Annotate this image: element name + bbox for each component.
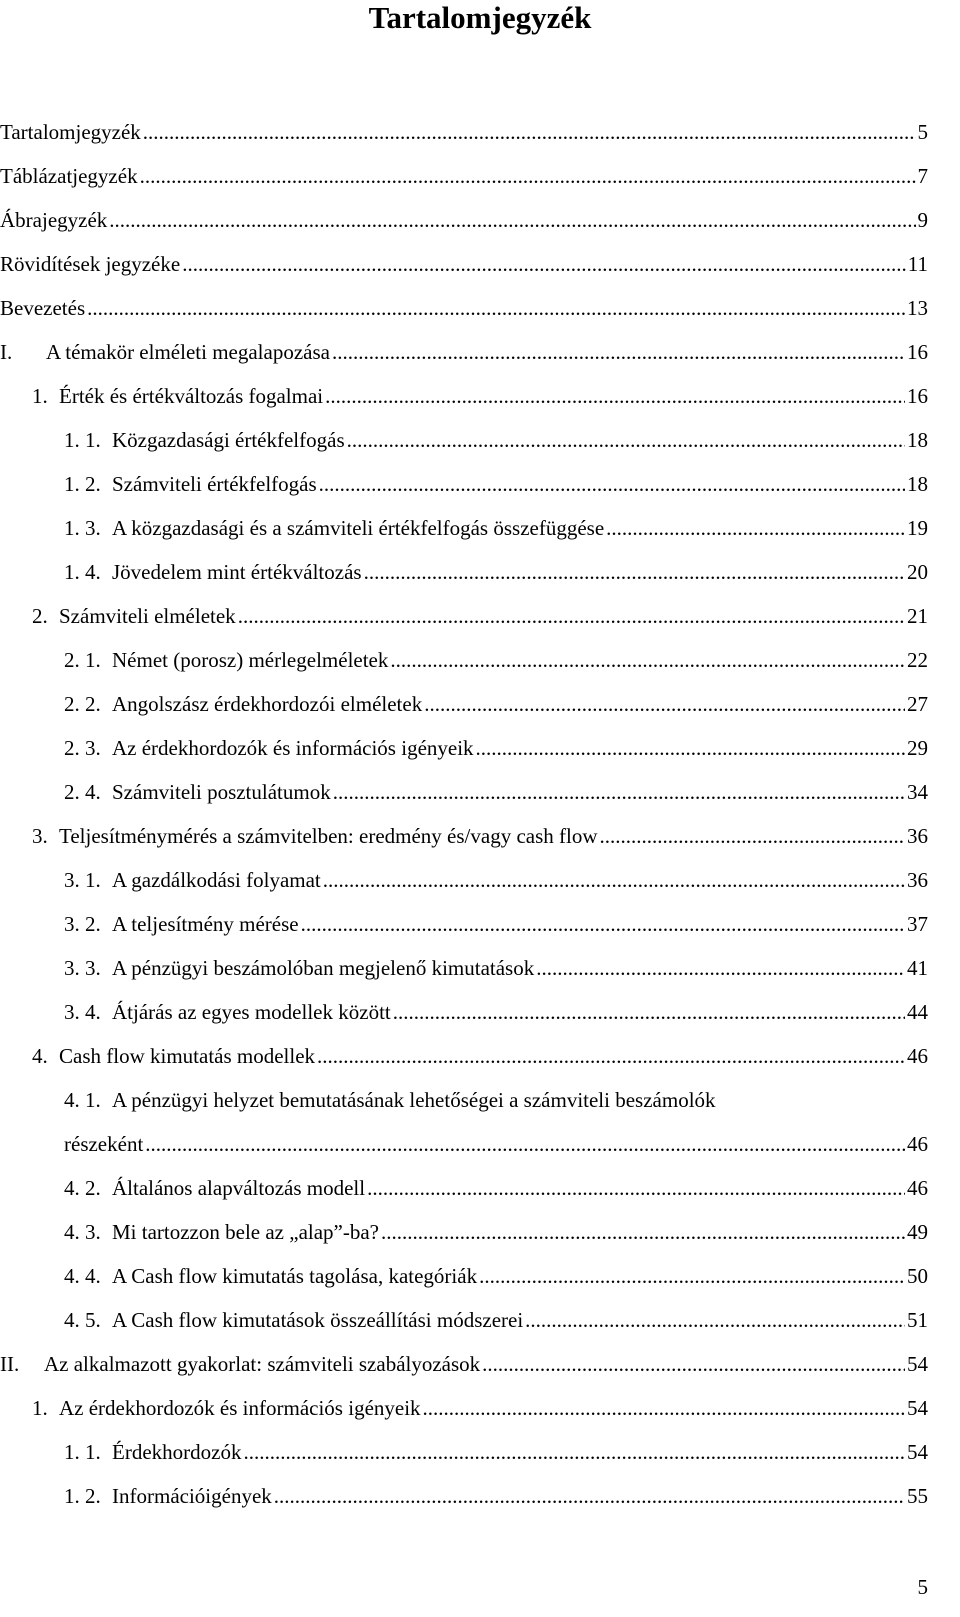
toc-leader-dots [325,374,905,418]
toc-entry-title: Az érdekhordozók és információs igényeik [112,736,474,760]
toc-entry-number: II. [0,1352,20,1376]
toc-entry-title: Rövidítések jegyzéke [0,252,181,276]
toc-entry-title: Általános alapváltozás modell [112,1176,366,1200]
toc-entry[interactable] [0,286,928,330]
toc-leader-dots [333,770,905,814]
toc-entry-number: 1. 1. [64,1440,101,1464]
toc-leader-dots [482,1342,905,1386]
toc-entry-title: Teljesítménymérés a számvitelben: eredmény és/vagy cash flow [59,824,598,848]
toc-entry-page: 46 [907,1044,928,1068]
toc-leader-dots [301,902,905,946]
toc-entry-title: Érdekhordozók [112,1440,242,1464]
toc-entry-title: Számviteli posztulátumok [112,780,331,804]
toc-entry-title: A teljesítmény mérése [112,912,299,936]
toc-entry[interactable] [0,198,928,242]
toc-entry-page: 46 [907,1132,928,1156]
toc-entry-title: Cash flow kimutatás modellek [59,1044,316,1068]
toc-entry-number: 2. [32,604,48,628]
toc-entry-page: 54 [907,1440,928,1464]
toc-entry-page: 21 [907,604,928,628]
toc-entry[interactable] [64,902,928,946]
toc-entry-number: 4. [32,1044,48,1068]
toc-entry[interactable] [64,1430,928,1474]
toc-leader-dots [476,726,905,770]
toc-entry[interactable] [0,110,928,154]
toc-entry[interactable] [64,682,928,726]
toc-entry-number: 2. 2. [64,692,101,716]
toc-entry-page: 9 [917,208,928,232]
toc-leader-dots [424,682,905,726]
toc-entry-number: 2. 1. [64,648,101,672]
toc-entry[interactable] [64,1210,928,1254]
toc-leader-dots [323,858,905,902]
toc-entry[interactable] [0,154,928,198]
toc-entry-page: 55 [907,1484,928,1508]
toc-entry-page: 29 [907,736,928,760]
toc-entry[interactable] [64,462,928,506]
toc-entry-page: 49 [907,1220,928,1244]
toc-entry-page: 27 [907,692,928,716]
toc-entry-page: 19 [907,516,928,540]
toc-leader-dots [274,1474,905,1518]
page-title: Tartalomjegyzék [368,0,592,35]
toc-entry-title: A pénzügyi helyzet bemutatásának lehetőségei a számviteli beszámolók [112,1088,716,1112]
toc-leader-dots [390,638,905,682]
toc-entry-number: 4. 4. [64,1264,101,1288]
toc-entry-title: A közgazdasági és a számviteli értékfelfogás összefüggése [112,516,605,540]
toc-entry[interactable] [0,1342,928,1386]
toc-entry[interactable] [32,1386,928,1430]
toc-leader-dots [182,242,906,286]
toc-leader-dots [109,198,915,242]
toc-entry[interactable] [64,770,928,814]
toc-entry[interactable] [64,990,928,1034]
toc-entry-page: 5 [917,120,928,144]
toc-entry[interactable] [64,638,928,682]
toc-entry-title: Német (porosz) mérlegelméletek [112,648,389,672]
toc-entry-page: 34 [907,780,928,804]
toc-entry-page: 44 [907,1000,928,1024]
toc-entry-number: 3. 3. [64,956,101,980]
toc-leader-dots [423,1386,905,1430]
toc-leader-dots [347,418,905,462]
toc-leader-dots [364,550,905,594]
toc-entry-page: 22 [907,648,928,672]
toc-leader-dots [238,594,905,638]
toc-entry-page: 13 [907,296,928,320]
toc-entry[interactable] [64,858,928,902]
toc-entry-number: 1. 1. [64,428,101,452]
toc-entry-number: 4. 2. [64,1176,101,1200]
toc-entry-number: 1. 2. [64,1484,101,1508]
toc-entry-page: 16 [907,340,928,364]
toc-entry-page: 20 [907,560,928,584]
toc-entry[interactable] [64,1298,928,1342]
toc-entry-page: 36 [907,868,928,892]
toc-entry[interactable] [64,1166,928,1210]
toc-entry[interactable] [64,946,928,990]
toc-entry-page: 18 [907,472,928,496]
toc-entry-title: Mi tartozzon bele az „alap”-ba? [112,1220,380,1244]
toc-leader-dots [367,1166,905,1210]
toc-entry[interactable] [32,374,928,418]
toc-entry[interactable] [64,1474,928,1518]
toc-entry-number: 3. 2. [64,912,101,936]
toc-leader-dots [393,990,905,1034]
toc-entry-title: A Cash flow kimutatás tagolása, kategóriák [112,1264,478,1288]
toc-entry-page: 41 [907,956,928,980]
toc-entry-title: A témakör elméleti megalapozása [46,340,330,364]
toc-entry[interactable] [0,330,928,374]
toc-entry-number: 4. 1. [64,1088,101,1112]
toc-entry-title: Információigények [112,1484,272,1508]
toc-leader-dots [332,330,905,374]
toc-entry[interactable] [32,594,928,638]
toc-leader-dots [381,1210,905,1254]
toc-entry-number: 1. 3. [64,516,101,540]
toc-entry-title: A pénzügyi beszámolóban megjelenő kimutatások [112,956,535,980]
toc-entry[interactable] [64,1254,928,1298]
toc-entry-title: Jövedelem mint értékváltozás [112,560,362,584]
toc-entry-page: 54 [907,1352,928,1376]
toc-entry[interactable] [32,1034,928,1078]
toc-entry-page: 18 [907,428,928,452]
toc-entry-number: 4. 3. [64,1220,101,1244]
toc-entry-page: 11 [907,252,928,276]
toc-entry-title: Közgazdasági értékfelfogás [112,428,345,452]
toc-leader-dots [143,110,916,154]
toc-leader-dots [479,1254,905,1298]
toc-leader-dots [525,1298,905,1342]
toc-entry[interactable] [32,814,928,858]
toc-entry-number: 1. 4. [64,560,101,584]
toc-entry-title: Bevezetés [0,296,86,320]
toc-entry-number: I. [0,340,13,364]
toc-entry-title: Táblázatjegyzék [0,164,138,188]
toc-entry-number: 3. 1. [64,868,101,892]
toc-leader-dots [140,154,916,198]
toc-entry-title: Számviteli elméletek [59,604,236,628]
toc-leader-dots [145,1122,905,1166]
toc-entry-number: 3. 4. [64,1000,101,1024]
toc-entry-title: Érték és értékváltozás fogalmai [59,384,324,408]
toc-entry-page: 7 [917,164,928,188]
toc-leader-dots [87,286,905,330]
toc-entry-page: 51 [907,1308,928,1332]
toc-leader-dots [319,462,905,506]
toc-entry-first-line[interactable] [64,1078,716,1122]
toc-leader-dots [243,1430,905,1474]
toc-entry-number: 4. 5. [64,1308,101,1332]
toc-entry-page: 37 [907,912,928,936]
toc-entry-number: 1. [32,1396,48,1420]
toc-entry-page: 50 [907,1264,928,1288]
toc-leader-dots [600,814,905,858]
toc-entry-page: 36 [907,824,928,848]
toc-entry[interactable] [64,418,928,462]
toc-entry-title: Átjárás az egyes modellek között [112,1000,391,1024]
toc-entry-title: Ábrajegyzék [0,208,108,232]
toc-entry-page: 16 [907,384,928,408]
toc-entry-title: Tartalomjegyzék [0,120,141,144]
toc-entry-title: Számviteli értékfelfogás [112,472,317,496]
toc-entry[interactable] [64,506,928,550]
toc-entry-title: A Cash flow kimutatások összeállítási módszerei [112,1308,524,1332]
toc-entry-title: A gazdálkodási folyamat [112,868,321,892]
toc-entry-page: 54 [907,1396,928,1420]
toc-entry[interactable] [64,726,928,770]
toc-leader-dots [536,946,905,990]
page-number: 5 [917,1575,928,1599]
toc-entry-number: 2. 3. [64,736,101,760]
toc-entry[interactable] [64,550,928,594]
toc-leader-dots [606,506,905,550]
toc-entry[interactable] [64,1122,928,1166]
toc-entry-number: 1. 2. [64,472,101,496]
toc-leader-dots [317,1034,905,1078]
toc-entry-title: Angolszász érdekhordozói elméletek [112,692,423,716]
toc-entry-page: 46 [907,1176,928,1200]
toc-entry-number: 3. [32,824,48,848]
toc-entry-title-continuation: részeként [64,1132,144,1156]
toc-entry-title: Az érdekhordozók és információs igényeik [59,1396,421,1420]
toc-entry-number: 2. 4. [64,780,101,804]
toc-entry-title: Az alkalmazott gyakorlat: számviteli szabályozások [44,1352,481,1376]
toc-entry-number: 1. [32,384,48,408]
toc-entry[interactable] [0,242,928,286]
